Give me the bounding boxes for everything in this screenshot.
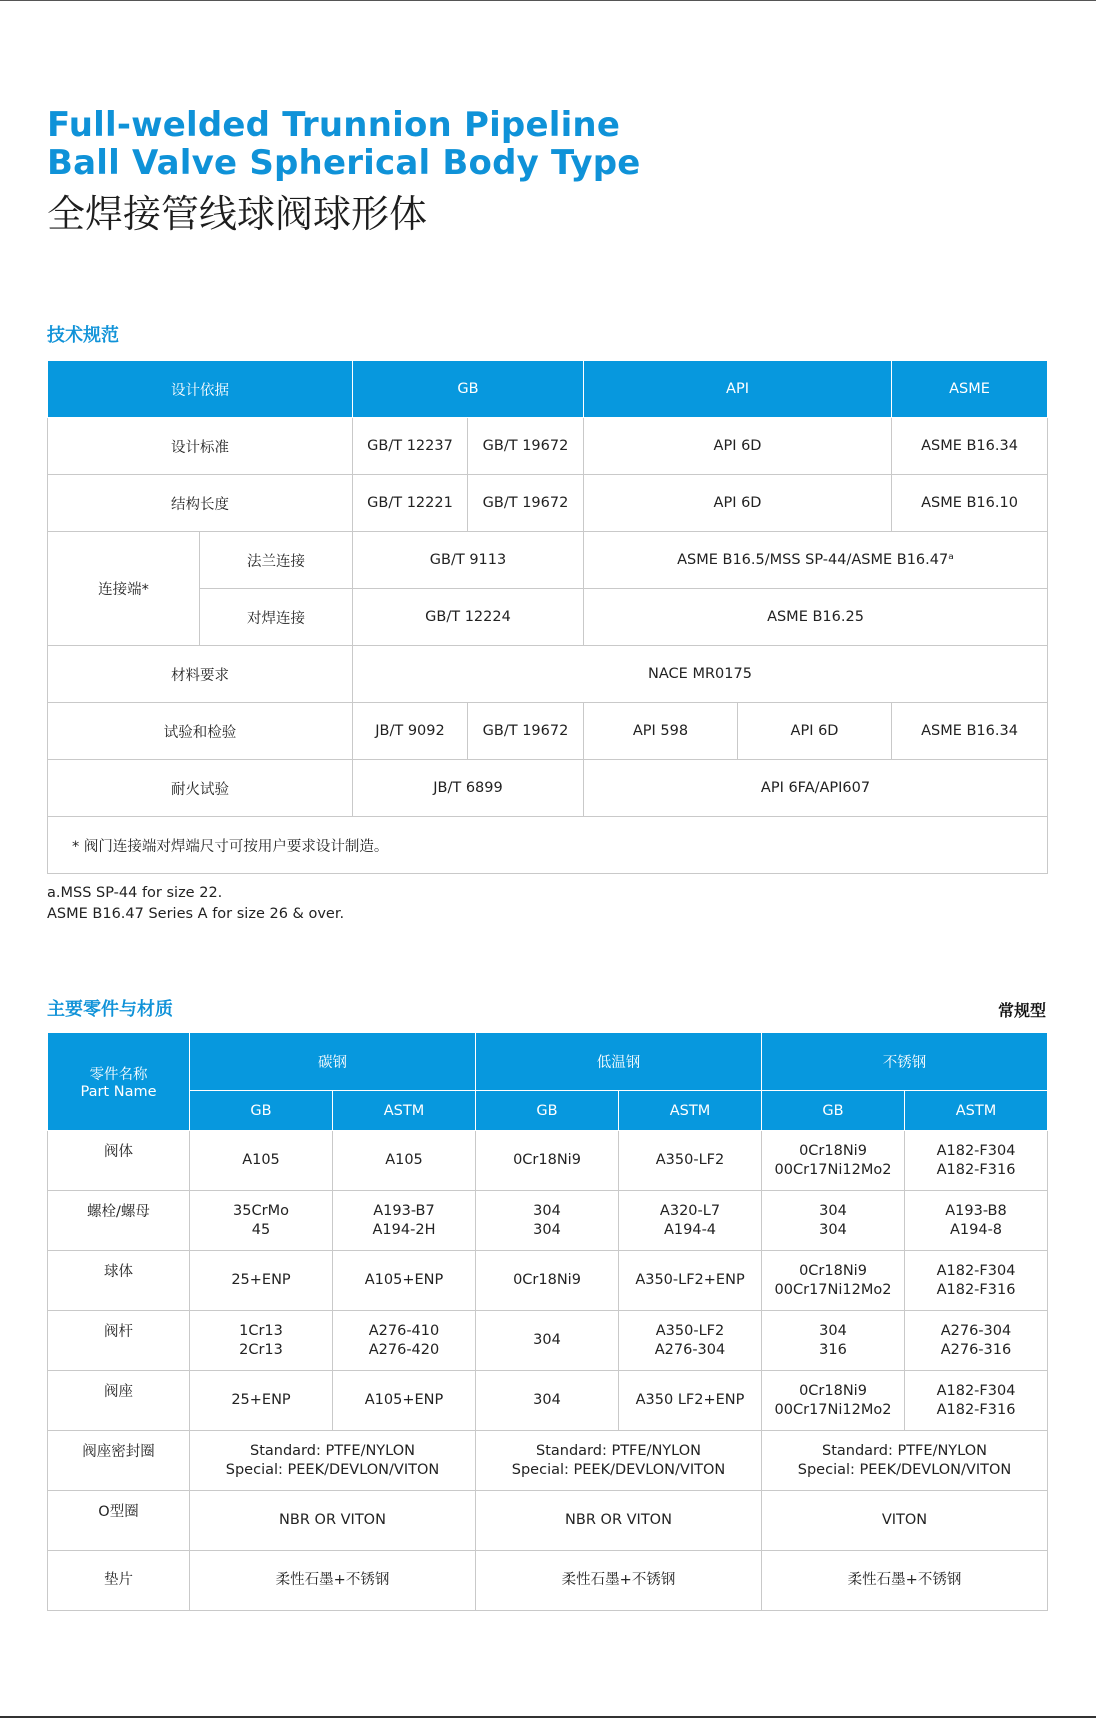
- oring-low-temp: NBR OR VITON: [476, 1491, 762, 1551]
- material-cell: [905, 1251, 1048, 1311]
- english-title: [47, 106, 641, 182]
- row-label: 材料要求: [48, 646, 353, 703]
- test-value: API 598: [584, 703, 738, 760]
- gasket-row: [48, 1551, 1048, 1611]
- stainless-steel-header: 不锈钢: [762, 1033, 1048, 1091]
- part-name-en: Part Name: [80, 1084, 157, 1100]
- fire-other-value: API 6FA/API607: [584, 760, 1048, 817]
- sub-header: ASTM: [333, 1091, 476, 1131]
- connection-label: 连接端*: [48, 532, 200, 646]
- oring-stainless: VITON: [762, 1491, 1048, 1551]
- seal-special: Special: PEEK/DEVLON/VITON: [511, 1461, 726, 1478]
- part-name-cn: 零件名称: [89, 1067, 148, 1083]
- fire-gb-value: JB/T 6899: [353, 760, 584, 817]
- material-value: 304: [533, 1202, 561, 1219]
- row-label: 耐火试验: [48, 760, 353, 817]
- material-cell: [905, 1311, 1048, 1371]
- material-cell: [333, 1191, 476, 1251]
- test-value: JB/T 9092: [353, 703, 468, 760]
- top-rule: [0, 0, 1096, 1]
- material-cell: [762, 1311, 905, 1371]
- material-cell: [476, 1371, 619, 1431]
- material-value: A182-F304: [936, 1262, 1016, 1279]
- part-name-header: [48, 1033, 190, 1131]
- gasket-stainless: 柔性石墨+不锈钢: [762, 1551, 1048, 1611]
- material-value: 316: [819, 1341, 847, 1358]
- seal-special: Special: PEEK/DEVLON/VITON: [225, 1461, 440, 1478]
- material-value: 00Cr17Ni12Mo2: [774, 1161, 892, 1178]
- asme-value: ASME B16.10: [892, 475, 1048, 532]
- material-cell: [190, 1191, 333, 1251]
- material-value: 00Cr17Ni12Mo2: [774, 1401, 892, 1418]
- material-cell: [476, 1251, 619, 1311]
- api-header: API: [584, 361, 892, 418]
- oring-carbon: NBR OR VITON: [190, 1491, 476, 1551]
- asme-value: ASME B16.34: [892, 418, 1048, 475]
- gb-value: GB/T 19672: [468, 418, 584, 475]
- material-cell: [333, 1251, 476, 1311]
- structure-length-row: [48, 475, 1048, 532]
- spec-section-title: 技术规范: [47, 325, 119, 346]
- parts-row: [48, 1371, 1048, 1431]
- material-value: 35CrMo: [233, 1202, 289, 1219]
- gasket-carbon: 柔性石墨+不锈钢: [190, 1551, 476, 1611]
- material-cell: [333, 1311, 476, 1371]
- material-cell: [476, 1191, 619, 1251]
- design-standard-row: [48, 418, 1048, 475]
- seal-carbon: [190, 1431, 476, 1491]
- material-value: 25+ENP: [231, 1272, 291, 1288]
- note-row: [48, 817, 1048, 874]
- low-temp-steel-header: 低温钢: [476, 1033, 762, 1091]
- test-value: GB/T 19672: [468, 703, 584, 760]
- parts-row: [48, 1251, 1048, 1311]
- material-value: 45: [251, 1221, 271, 1238]
- part-name: 球体: [48, 1251, 190, 1311]
- material-cell: [190, 1131, 333, 1191]
- sub-header: ASTM: [619, 1091, 762, 1131]
- part-name: O型圈: [48, 1491, 190, 1551]
- gb-value: GB/T 19672: [468, 475, 584, 532]
- material-value: A276-420: [368, 1341, 440, 1358]
- material-value: A276-316: [940, 1341, 1012, 1358]
- o-ring-row: [48, 1491, 1048, 1551]
- material-cell: [762, 1131, 905, 1191]
- seal-standard: Standard: PTFE/NYLON: [536, 1442, 701, 1459]
- seal-stainless: [762, 1431, 1048, 1491]
- footnote-b: ASME B16.47 Series A for size 26 & over.: [47, 906, 345, 922]
- material-cell: [190, 1251, 333, 1311]
- material-value: A194-2H: [372, 1221, 436, 1238]
- material-cell: [905, 1371, 1048, 1431]
- material-value: 25+ENP: [231, 1392, 291, 1408]
- seal-standard: Standard: PTFE/NYLON: [250, 1442, 415, 1459]
- material-cell: [333, 1371, 476, 1431]
- weld-other-value: ASME B16.25: [584, 589, 1048, 646]
- material-value: A350-LF2: [655, 1322, 725, 1339]
- test-value: API 6D: [738, 703, 892, 760]
- gasket-low-temp: 柔性石墨+不锈钢: [476, 1551, 762, 1611]
- material-cell: [762, 1371, 905, 1431]
- material-value: 1Cr13: [239, 1322, 283, 1339]
- seal-low-temp: [476, 1431, 762, 1491]
- material-value: 0Cr18Ni9: [513, 1272, 581, 1288]
- parts-header-row: [48, 1033, 1048, 1091]
- spec-table: [47, 360, 1048, 874]
- title-line-2: Ball Valve Spherical Body Type: [47, 143, 641, 183]
- material-value: A194-8: [949, 1221, 1003, 1238]
- standard-type-label: 常规型: [997, 1001, 1046, 1020]
- material-value: 304: [819, 1202, 847, 1219]
- flange-connection-row: [48, 532, 1048, 589]
- parts-subheader-row: [48, 1091, 1048, 1131]
- api-value: API 6D: [584, 475, 892, 532]
- material-value: 2Cr13: [239, 1341, 283, 1358]
- parts-row: [48, 1191, 1048, 1251]
- part-name: 阀座密封圈: [48, 1431, 190, 1491]
- test-row: [48, 703, 1048, 760]
- material-cell: [619, 1191, 762, 1251]
- part-name: 阀杆: [48, 1311, 190, 1371]
- material-value: A320-L7: [659, 1202, 721, 1219]
- material-cell: [762, 1251, 905, 1311]
- api-value: API 6D: [584, 418, 892, 475]
- flange-label: 法兰连接: [200, 532, 353, 589]
- material-value: A276-304: [654, 1341, 726, 1358]
- material-value: A182-F304: [936, 1142, 1016, 1159]
- material-value: 0Cr18Ni9: [799, 1262, 867, 1279]
- seal-special: Special: PEEK/DEVLON/VITON: [797, 1461, 1012, 1478]
- parts-section-title: 主要零件与材质: [47, 999, 173, 1020]
- material-value: A105: [385, 1152, 423, 1168]
- chinese-title: 全焊接管线球阀球形体: [47, 192, 428, 236]
- material-value: A105: [242, 1152, 280, 1168]
- material-cell: [333, 1131, 476, 1191]
- sub-header: GB: [762, 1091, 905, 1131]
- material-value: 00Cr17Ni12Mo2: [774, 1281, 892, 1298]
- footnotes: [47, 883, 344, 925]
- flange-gb-value: GB/T 9113: [353, 532, 584, 589]
- sub-header: GB: [190, 1091, 333, 1131]
- row-label: 结构长度: [48, 475, 353, 532]
- material-value: 0Cr18Ni9: [513, 1152, 581, 1168]
- material-value: A350-LF2+ENP: [635, 1272, 745, 1288]
- material-row: [48, 646, 1048, 703]
- material-value: A193-B7: [373, 1202, 435, 1219]
- material-value: A182-F316: [936, 1401, 1016, 1418]
- footnote-a: a.MSS SP-44 for size 22.: [47, 885, 223, 901]
- material-value: 304: [819, 1322, 847, 1339]
- carbon-steel-header: 碳钢: [190, 1033, 476, 1091]
- material-value: 304: [533, 1332, 561, 1348]
- seat-seal-row: [48, 1431, 1048, 1491]
- gb-header: GB: [353, 361, 584, 418]
- material-cell: [905, 1191, 1048, 1251]
- parts-row: [48, 1311, 1048, 1371]
- sub-header: ASTM: [905, 1091, 1048, 1131]
- material-cell: [762, 1191, 905, 1251]
- parts-table: [47, 1032, 1048, 1611]
- row-label: 设计标准: [48, 418, 353, 475]
- test-value: ASME B16.34: [892, 703, 1048, 760]
- seal-standard: Standard: PTFE/NYLON: [822, 1442, 987, 1459]
- part-name: 螺栓/螺母: [48, 1191, 190, 1251]
- material-cell: [190, 1371, 333, 1431]
- material-cell: [476, 1131, 619, 1191]
- asme-header: ASME: [892, 361, 1048, 418]
- part-name: 阀座: [48, 1371, 190, 1431]
- part-name: 阀体: [48, 1131, 190, 1191]
- spec-header-row: [48, 361, 1048, 418]
- material-value: A350 LF2+ENP: [635, 1392, 745, 1408]
- material-value: A276-410: [368, 1322, 440, 1339]
- material-value: 0Cr18Ni9: [799, 1382, 867, 1399]
- weld-label: 对焊连接: [200, 589, 353, 646]
- material-value: 304: [819, 1221, 847, 1238]
- material-cell: [619, 1311, 762, 1371]
- material-value: A105+ENP: [364, 1272, 444, 1288]
- title-line-1: Full-welded Trunnion Pipeline: [47, 105, 621, 145]
- material-cell: [619, 1131, 762, 1191]
- material-value: A194-4: [663, 1221, 717, 1238]
- material-cell: [190, 1311, 333, 1371]
- table-note: * 阀门连接端对焊端尺寸可按用户要求设计制造。: [48, 817, 1048, 874]
- material-value: A182-F316: [936, 1161, 1016, 1178]
- flange-other-value: ASME B16.5/MSS SP-44/ASME B16.47ᵃ: [584, 532, 1048, 589]
- gb-value: GB/T 12221: [353, 475, 468, 532]
- material-value: 304: [533, 1392, 561, 1408]
- material-value: A105+ENP: [364, 1392, 444, 1408]
- fire-test-row: [48, 760, 1048, 817]
- sub-header: GB: [476, 1091, 619, 1131]
- basis-header: 设计依据: [48, 361, 353, 418]
- material-value: A350-LF2: [655, 1152, 725, 1168]
- material-value: A182-F304: [936, 1382, 1016, 1399]
- material-value: A276-304: [940, 1322, 1012, 1339]
- gb-value: GB/T 12237: [353, 418, 468, 475]
- material-value: 304: [533, 1221, 561, 1238]
- material-cell: [476, 1311, 619, 1371]
- material-value: A182-F316: [936, 1281, 1016, 1298]
- material-cell: [905, 1131, 1048, 1191]
- parts-row: [48, 1131, 1048, 1191]
- material-value: NACE MR0175: [353, 646, 1048, 703]
- material-value: A193-B8: [945, 1202, 1007, 1219]
- part-name: 垫片: [48, 1551, 190, 1611]
- material-cell: [619, 1371, 762, 1431]
- weld-gb-value: GB/T 12224: [353, 589, 584, 646]
- row-label: 试验和检验: [48, 703, 353, 760]
- material-value: 0Cr18Ni9: [799, 1142, 867, 1159]
- material-cell: [619, 1251, 762, 1311]
